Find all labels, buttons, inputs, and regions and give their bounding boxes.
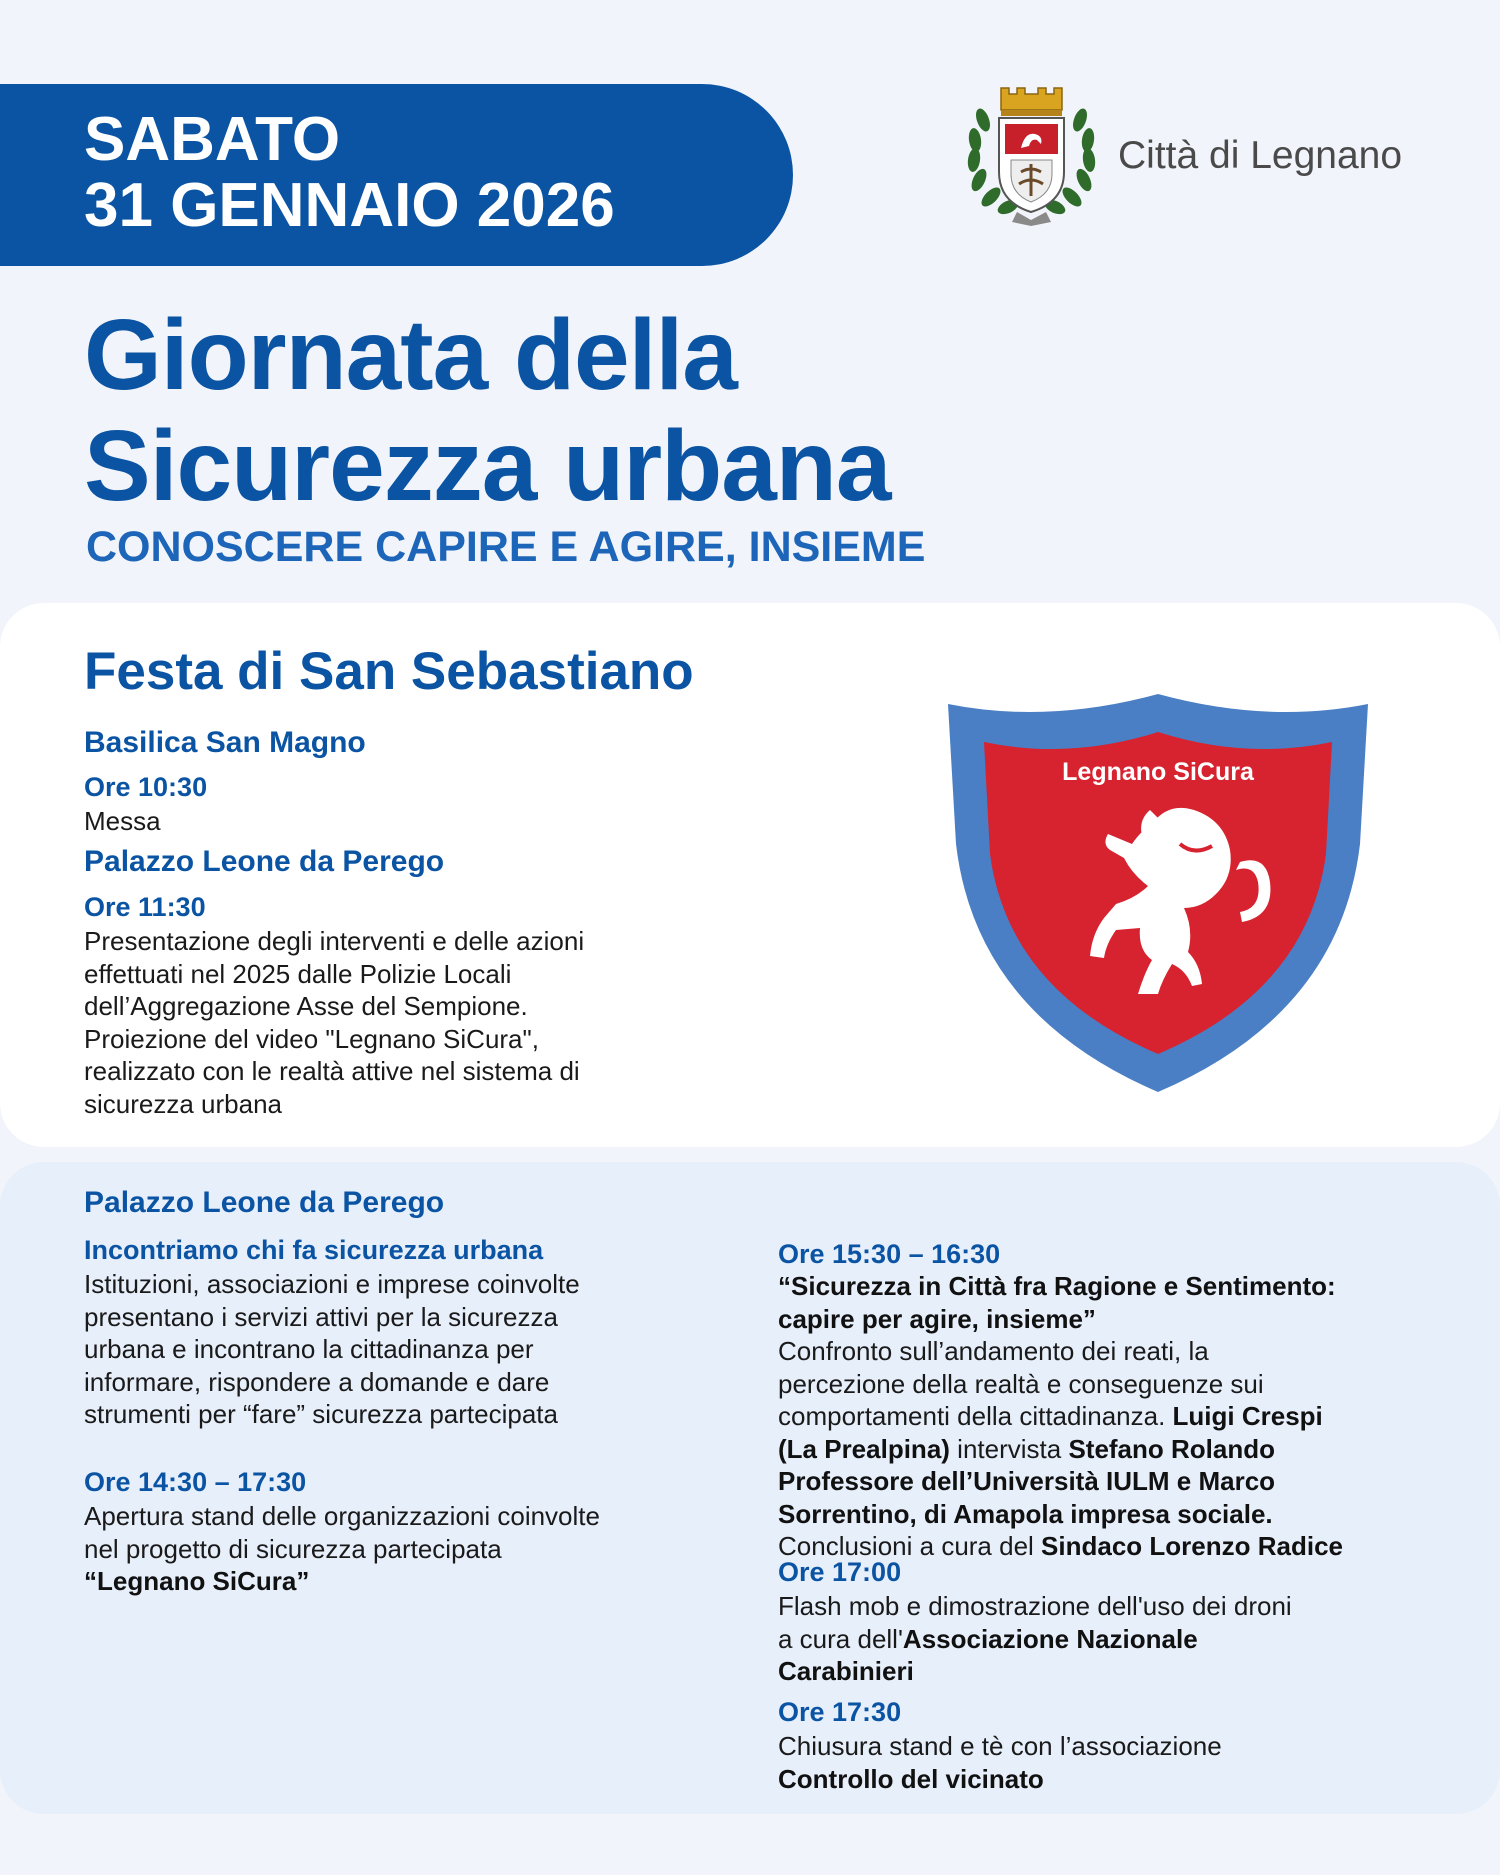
desc-incontriamo [84,1268,734,1431]
desc-line: informare, rispondere a domande e dare [84,1366,550,1397]
program-venue: Palazzo Leone da Perego [84,1186,445,1219]
time-1030: Ore 10:30 [84,772,208,802]
desc-line: Flash mob e dimostrazione dell'uso dei droni [778,1591,1292,1621]
shield-label: Legnano SiCura [1062,758,1254,786]
speaker-affiliation: Sorrentino, di Amapola impresa sociale. [778,1498,1273,1529]
desc-line: intervista [949,1433,1069,1464]
desc-line: presentano i servizi attivi per la sicurezza [84,1301,558,1332]
venue-palazzo: Palazzo Leone da Perego [84,845,445,878]
desc-presentazione [84,925,724,1120]
desc-line: sicurezza urbana [84,1088,282,1119]
festa-title: Festa di San Sebastiano [84,642,694,701]
desc-line: comportamenti della cittadinanza. [778,1401,1173,1431]
speaker-affiliation: Professore dell’Università IULM e Marco [778,1466,1276,1496]
time-1130: Ore 11:30 [84,892,206,922]
city-name: Città di Legnano [1118,134,1403,177]
desc-line: nel progetto di sicurezza partecipata [84,1533,502,1564]
desc-line: realizzato con le realtà attive nel sistema di [84,1056,580,1086]
talk-title: “Sicurezza in Città fra Ragione e Sentimento: [778,1271,1336,1301]
time-1430: Ore 14:30 – 17:30 [84,1467,307,1497]
desc-line: urbana e incontrano la cittadinanza per [84,1334,534,1364]
time-1530: Ore 15:30 – 16:30 [778,1239,1001,1269]
desc-talk [778,1270,1458,1563]
date-banner [0,84,793,266]
speaker-name: Luigi Crespi [1172,1401,1323,1431]
speaker-name: Sindaco Lorenzo Radice [1041,1531,1343,1561]
desc-line: a cura dell' [778,1623,903,1654]
desc-line: Presentazione degli interventi e delle azioni [84,926,585,956]
title-line-2: Sicurezza urbana [84,410,891,522]
desc-line: Confronto sull’andamento dei reati, la [778,1336,1209,1366]
desc-flashmob [778,1590,1458,1688]
page-title [84,300,891,522]
desc-messa: Messa [84,806,161,836]
time-1700: Ore 17:00 [778,1557,902,1587]
desc-chiusura [778,1730,1458,1795]
desc-line: dell’Aggregazione Asse del Sempione. [84,991,528,1021]
time-1730: Ore 17:30 [778,1697,902,1727]
desc-line: Apertura stand delle organizzazioni coinvolte [84,1501,600,1531]
venue-basilica: Basilica San Magno [84,726,366,759]
desc-line: Conclusioni a cura del [778,1531,1042,1561]
org-name: Controllo del vicinato [778,1763,1044,1794]
desc-apertura [84,1500,734,1598]
date-day: SABATO [84,105,341,174]
talk-title: capire per agire, insieme” [778,1303,1096,1334]
legnano-sicura-shield-icon [940,694,1376,1094]
speaker-name: Stefano Rolando [1068,1433,1275,1464]
desc-line: Chiusura stand e tè con l’associazione [778,1731,1222,1761]
legnano-sicura-label: “Legnano SiCura” [84,1566,310,1596]
title-line-1: Giornata della [84,299,737,411]
org-name: Carabinieri [778,1656,914,1686]
date-full: 31 GENNAIO 2026 [84,171,615,240]
desc-line: Istituzioni, associazioni e imprese coinvolte [84,1269,580,1299]
heading-incontriamo: Incontriamo chi fa sicurezza urbana [84,1235,544,1265]
desc-line: Proiezione del video "Legnano SiCura", [84,1023,539,1054]
org-name: Associazione Nazionale [902,1623,1198,1654]
speaker-affiliation: (La Prealpina) [778,1433,950,1464]
desc-line: percezione della realtà e conseguenze sui [778,1368,1264,1399]
city-crest-icon [965,80,1098,226]
desc-line: effettuati nel 2025 dalle Polizie Locali [84,958,512,989]
page-subtitle: CONOSCERE CAPIRE E AGIRE, INSIEME [86,523,926,571]
desc-line: strumenti per “fare” sicurezza partecipata [84,1399,558,1429]
